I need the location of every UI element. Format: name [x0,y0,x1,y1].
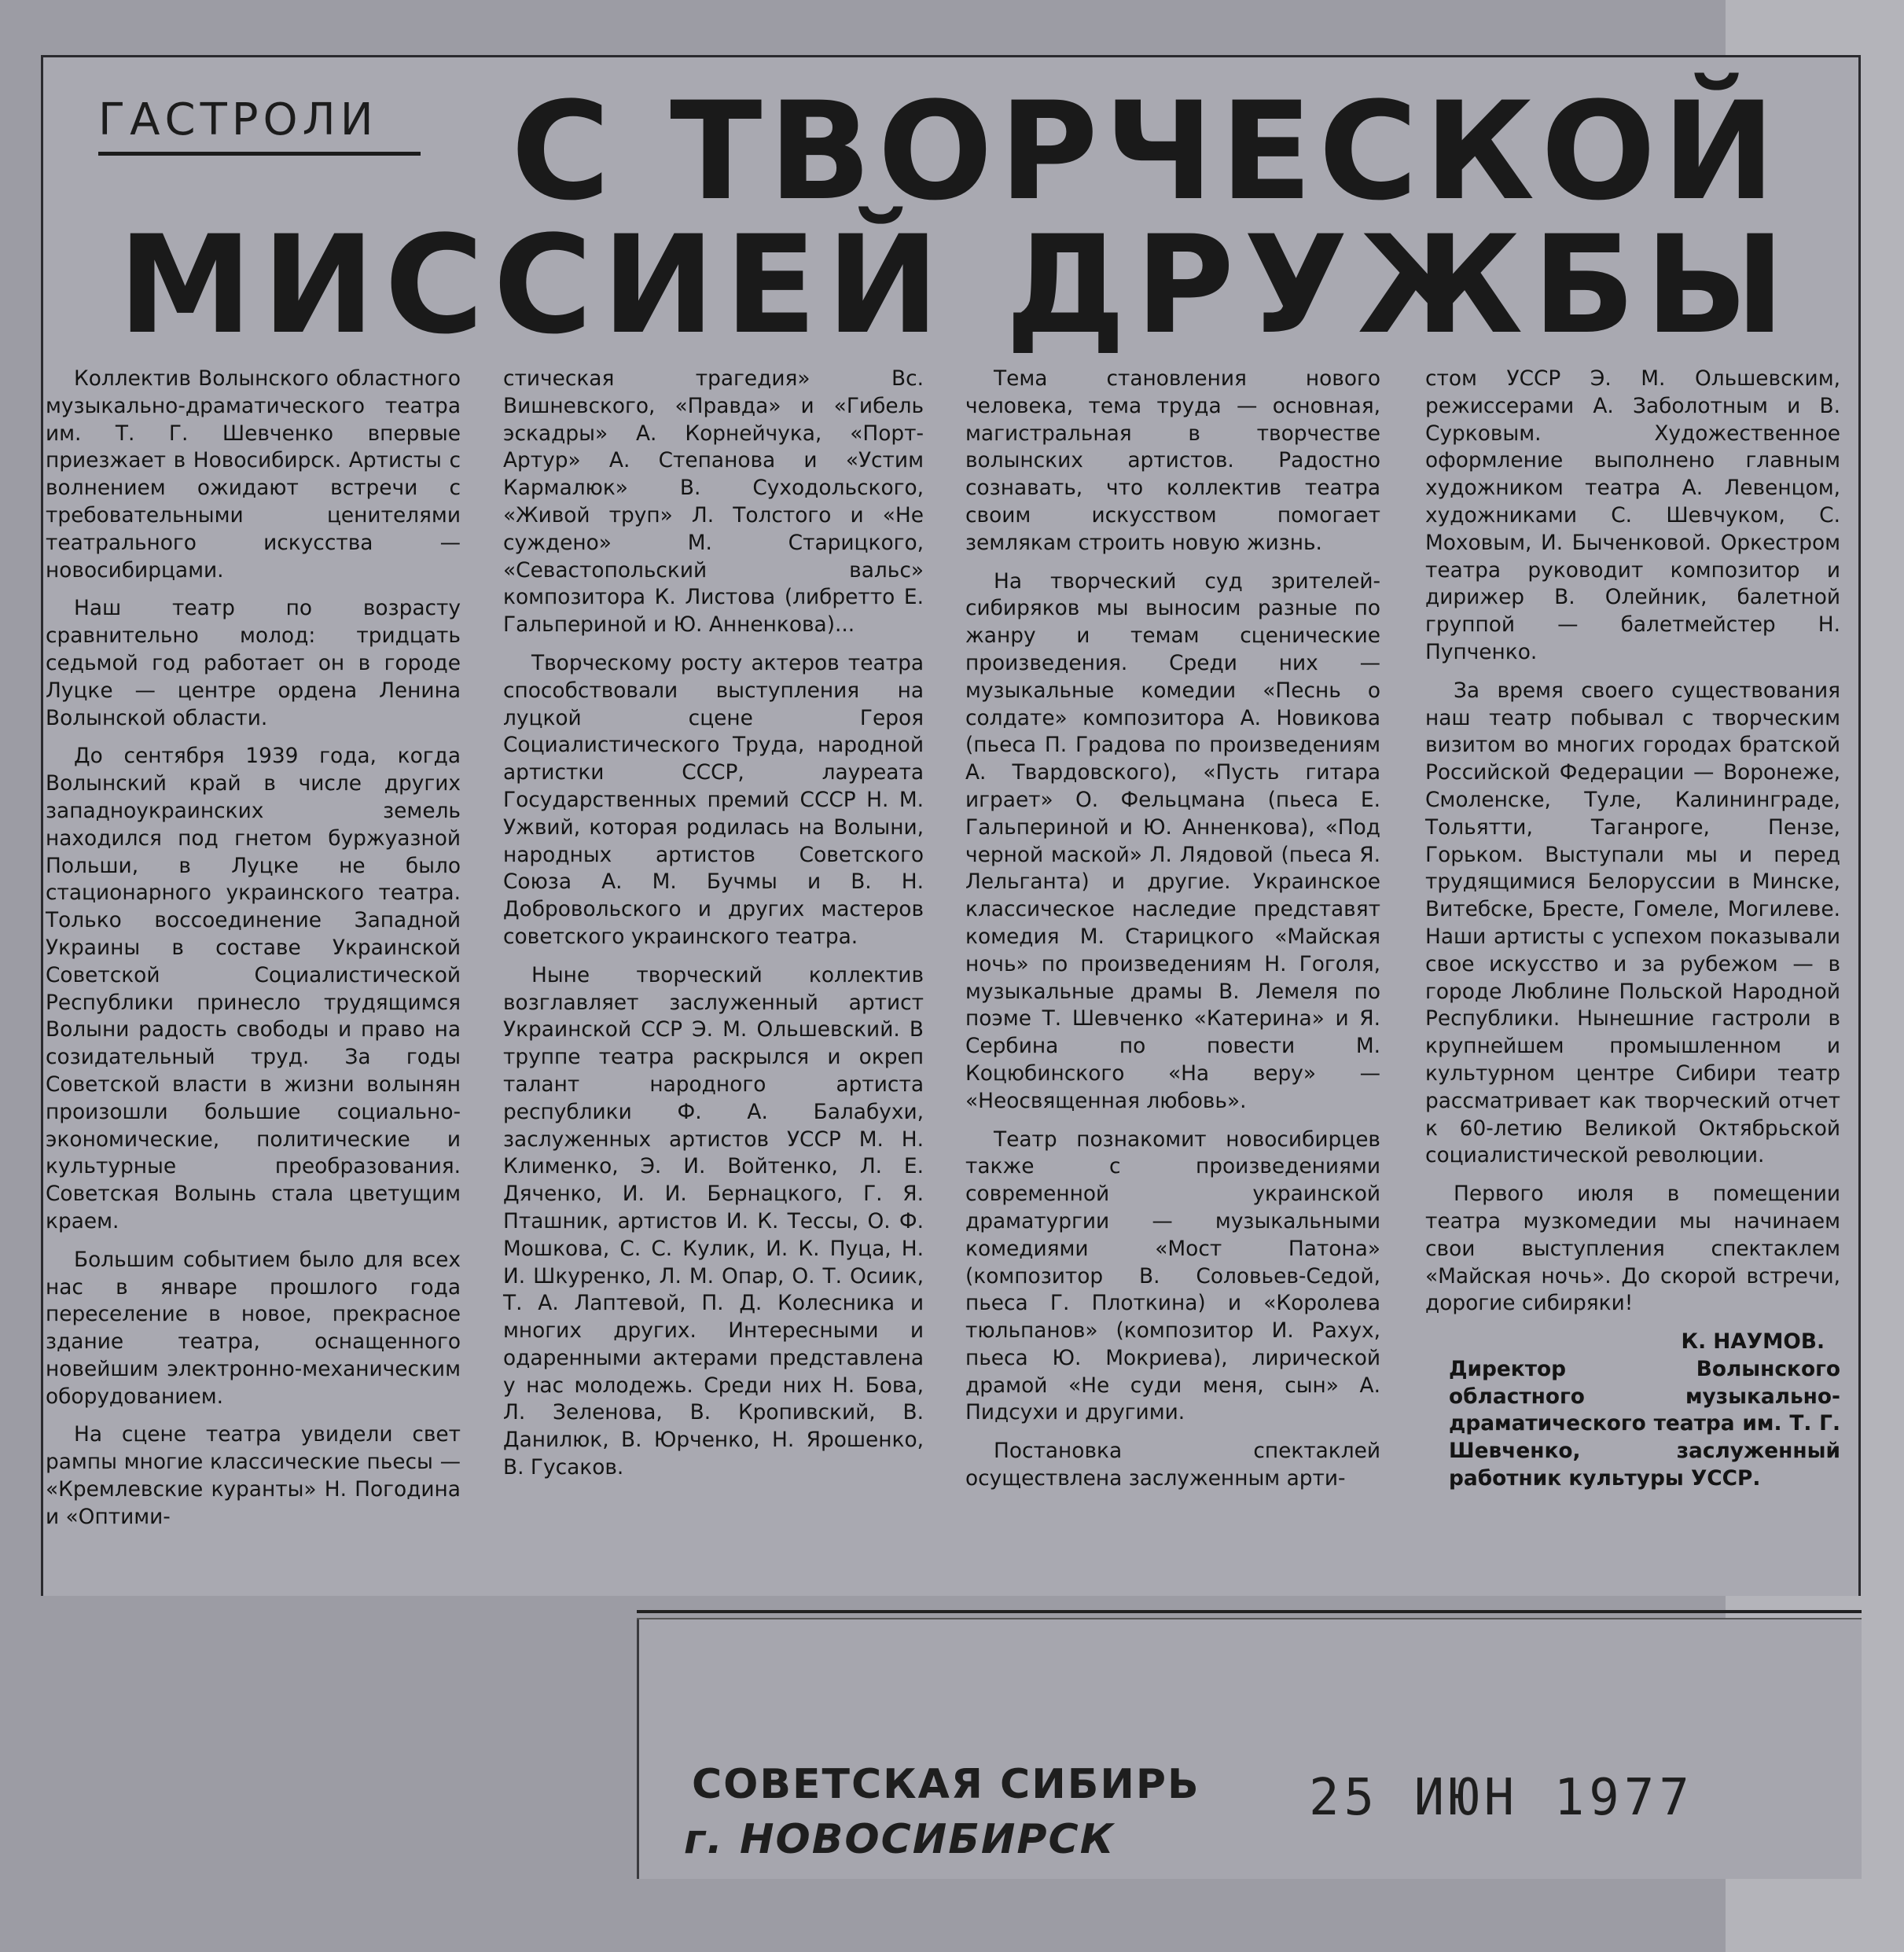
headline-line-1: С ТВОРЧЕСКОЙ [511,72,1782,230]
article-column-4 [1425,366,1840,1493]
bottom-rule-thin [637,1618,1862,1619]
paragraph: На творческий суд зрителей-сибиряков мы выносим разные по жанру и темам сценические произведения. Среди них — музыкальные комедии «Песнь о солдате» композитора А. Новикова (пьеса П. Градова по произведениям А. Твардовского), «Пусть гитара играет» О. Фельцмана (пьеса Е. Гальпериной и Ю. Анненкова), «Под черной маской» Л. Лядовой (пьеса Я. Лельганта) и другие. Украинское классическое наследие представят комедия М. Старицкого «Майская ночь» по произведениям Н. Гоголя, музыкальные драмы В. Лемеля по поэме Т. Шевченко «Катерина» и Я. Сербина по повести М. Коцюбинского «На веру» — «Неосвященная любовь». [965,568,1380,1113]
paragraph: Творческому росту актеров театра способствовали выступления на луцкой сцене Героя Социалистического Труда, народной артистки СССР, лауреата Государственных премий СССР Н. М. Ужвий, которая родилась на Волыни, народных артистов Советского Союза А. М. Бучмы и В. Н. Добровольского и других мастеров советского украинского театра. [503,650,924,949]
paragraph: Театр познакомит новосибирцев также с произведениями современной украинской драматургии — музыкальными комедиями «Мост Патона» (композитор В. Соловьев-Седой, пьеса Г. Плоткина) и «Королева тюльпанов» (композитор И. Рахух, пьеса Ю. Мокриева), лирической драмой «Не суди меня, сын» А. Пидсухи и другими. [965,1127,1380,1425]
paragraph: Первого июля в помещении театра музкомедии мы начинаем свои выступления спектаклем «Майская ночь». До скорой встречи, дорогие сибиряки! [1425,1182,1840,1316]
headline-line-2: МИССИЕЙ ДРУЖБЫ [118,206,1795,364]
paragraph: Ныне творческий коллектив возглавляет заслуженный артист Украинской ССР Э. М. Ольшевский. В труппе театра раскрылся и окреп талант народного артиста республики Ф. А. Балабухи, заслуженных артистов УССР М. Н. Клименко, Э. И. Войтенко, Л. Е. Дяченко, И. И. Бернацкого, Г. Я. Пташник, артистов И. К. Тессы, О. Ф. Мошкова, С. С. Кулик, И. К. Пуца, Н. И. Шкуренко, Л. М. Опар, О. Т. Осиик, Т. А. Лаптевой, П. Д. Колесника и многих других. Интересными и одаренными актерами представлена у нас молодежь. Среди них Н. Бова, Л. Зеленова, В. Кропивский, В. Данилюк, В. Юрченко, Н. Ярошенко, В. Гусаков. [503,962,924,1480]
signature-block [1425,1329,1840,1493]
paragraph: Постановка спектаклей осуществлена заслуженным арти- [965,1439,1380,1491]
stamp-date: 25 ИЮН 1977 [1309,1769,1694,1827]
author-name: К. НАУМОВ. [1681,1329,1825,1355]
paragraph: За время своего существования наш театр побывал с творческим визитом во многих городах братской Российской Федерации — Воронеже, Смоленске, Туле, Калининграде, Тольятти, Таганроге, Пензе, Горьком. Выступали мы и перед трудящимися Белоруссии в Минске, Витебске, Бресте, Гомеле, Могилеве. Наши артисты с успехом показывали свое искусство и за рубежом — в городе Люблине Польской Народной Республики. Нынешние гастроли в крупнейшем промышленном и культурном центре Сибири театр рассматривает как творческий отчет к 60-летию Великой Октябрьской социалистической революции. [1425,678,1840,1168]
paragraph: На сцене театра увидели свет рампы многие классические пьесы — «Кремлевские куранты» Н. Погодина и «Оптими- [46,1422,461,1529]
author-title: Директор Волынского областного музыкально-драматического театра им. Т. Г. Шевченко, заслуженный работник культуры УССР. [1449,1356,1840,1491]
stamp-city: г. НОВОСИБИРСК [684,1816,1116,1863]
paragraph: Большим событием было для всех нас в январе прошлого года переселение в новое, прекрасное здание театра, оснащенного новейшим электронно-механическим оборудованием. [46,1247,461,1409]
paragraph: Тема становления нового человека, тема труда — основная, магистральная в творчестве волынских артистов. Радостно сознавать, что коллектив театра своим искусством помогает землякам строить новую жизнь. [965,366,1380,555]
article-column-1 [46,366,461,1542]
paragraph: Наш театр по возрасту сравнительно молод: тридцать седьмой год работает он в городе Луцке — центре ордена Ленина Волынской области. [46,596,461,730]
stamp-newspaper-name: СОВЕТСКАЯ СИБИРЬ [692,1761,1200,1808]
rubric-label: ГАСТРОЛИ [98,94,421,156]
paragraph: До сентября 1939 года, когда Волынский край в числе других западноукраинских земель находился под гнетом буржуазной Польши, в Луцке не было стационарного украинского театра. Только воссоединение Западной Украины в составе Украинской Советской Социалистической Республики принесло трудящимся Волыни радость свободы и право на созидательный труд. За годы Советской власти в жизни волынян произошли большие социально-экономические, политические и культурные преобразования. Советская Волынь стала цветущим краем. [46,744,461,1233]
bottom-rule [637,1610,1862,1613]
paragraph: Коллектив Волынского областного музыкально-драматического театра им. Т. Г. Шевченко впервые приезжает в Новосибирск. Артисты с волнением ожидают встречи с требовательными ценителями театрального искусства — новосибирцами. [46,366,461,583]
paragraph: стом УССР Э. М. Ольшевским, режиссерами А. Заболотным и В. Сурковым. Художественное оформление выполнено главным художником театра А. Левенцом, художниками С. Шевчуком, С. Моховым, И. Быченковой. Оркестром театра руководит композитор и дирижер В. Олейник, балетной группой — балетмейстер Н. Пупченко. [1425,366,1840,664]
article-column-2 [503,366,924,1493]
article-column-3 [965,366,1380,1504]
paragraph: стическая трагедия» Вс. Вишневского, «Правда» и «Гибель эскадры» А. Корнейчука, «Порт-Артур» А. Степанова и «Устим Кармалюк» В. Суходольского, «Живой труп» Л. Толстого и «Не суждено» М. Старицкого, «Севастопольский вальс» композитора К. Листова (либретто Е. Гальпериной и Ю. Анненкова)... [503,366,924,638]
